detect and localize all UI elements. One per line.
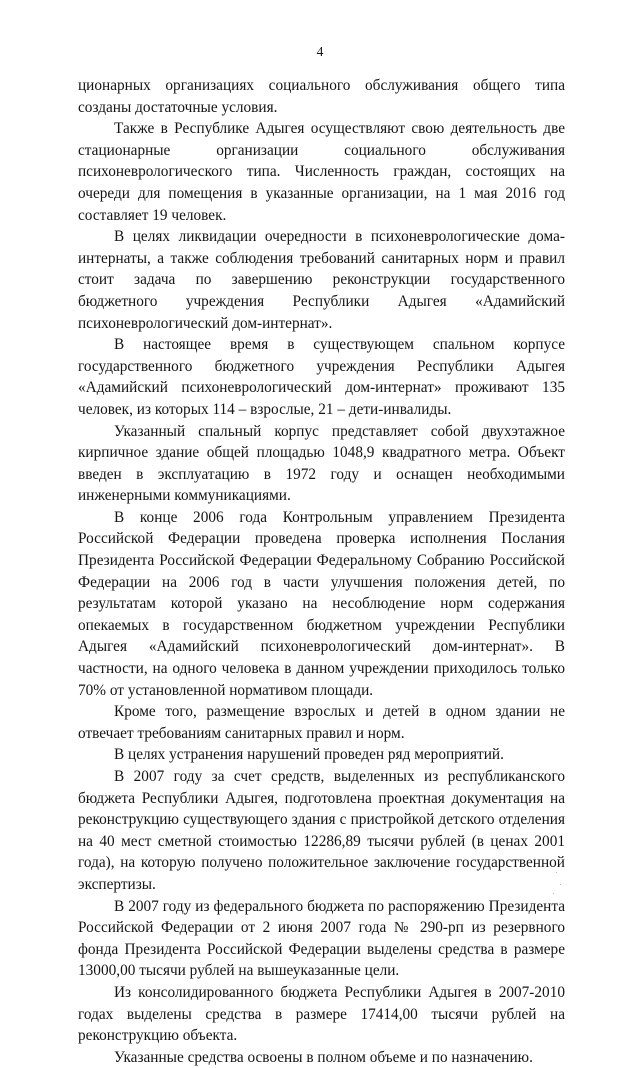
paragraph: В 2007 году из федерального бюджета по распоряжению Президента Российской Федерации от 2 июня 2007 года № 290-рп из резервного фонда Президента Российской Федерации выделены средства в размере 13000,00 тысячи рублей на вышеуказанные цели. xyxy=(78,897,565,980)
paragraph: В настоящее время в существующем спальном корпусе государственного бюджетного учреждения Республики Адыгея «Адамийский психоневрологический дом-интернат» проживают 135 человек, из которых 114 – взрослые, 21 – дети-инвалиды. xyxy=(78,336,565,418)
paragraph: В конце 2006 года Контрольным управлением Президента Российской Федерации проведена проверка исполнения Послания Президента Российской Федерации Федеральному Собранию Российской Федерации на 2006 год в части улучшения положения детей, по результатам которой указано на несоблюдение норм содержания опекаемых в государственном бюджетном учреждении Республики Адыгея «Адамийский психоневрологический дом-интернат». В частности, на одного человека в данном учреждении приходилось только 70% от установленной нормативом площади. xyxy=(78,508,565,699)
document-body xyxy=(78,75,565,1068)
paragraph: Указанный спальный корпус представляет собой двухэтажное кирпичное здание общей площадью 1048,9 квадратного метра. Объект введен в эксплуатацию в 1972 году и оснащен необходимыми инженерными коммуникациями. xyxy=(78,422,565,505)
paragraph: В 2007 году за счет средств, выделенных из республиканского бюджета Республики Адыгея, подготовлена проектная документация на реконструкцию существующего здания с пристройкой детского отделения на 40 мест сметной стоимостью 12286,89 тысячи рублей (в ценах 2001 года), на которую получено положительное заключение государственной экспертизы. xyxy=(78,768,565,893)
paragraph: Указанные средства освоены в полном объеме и по назначению. xyxy=(114,1048,533,1066)
scan-speck xyxy=(560,884,561,885)
page-number: 4 xyxy=(316,44,324,59)
paragraph: В целях устранения нарушений проведен ряд мероприятий. xyxy=(114,746,504,764)
paragraph: Из консолидированного бюджета Республики Адыгея в 2007-2010 годах выделены средства в размере 17414,00 тысячи рублей на реконструкцию объекта. xyxy=(78,983,565,1045)
paragraph: В целях ликвидации очередности в психоневрологические дома-интернаты, а также соблюдения требований санитарных норм и правил стоит задача по завершению реконструкции государственного бюджетного учреждения Республики Адыгея «Адамийский психоневрологический дом-интернат». xyxy=(78,228,565,332)
scan-speck xyxy=(556,872,557,873)
paragraph: Кроме того, размещение взрослых и детей в одном здании не отвечает требованиям санитарных правил и норм. xyxy=(78,703,565,742)
paragraph: ционарных организациях социального обслуживания общего типа созданы достаточные условия. xyxy=(78,77,565,116)
scan-speck xyxy=(553,893,554,894)
paragraph: Также в Республике Адыгея осуществляют свою деятельность две стационарные организации социального обслуживания психоневрологического типа. Численность граждан, состоящих на очереди для помещения в указанные организации, на 1 мая 2016 год составляет 19 человек. xyxy=(78,120,565,224)
